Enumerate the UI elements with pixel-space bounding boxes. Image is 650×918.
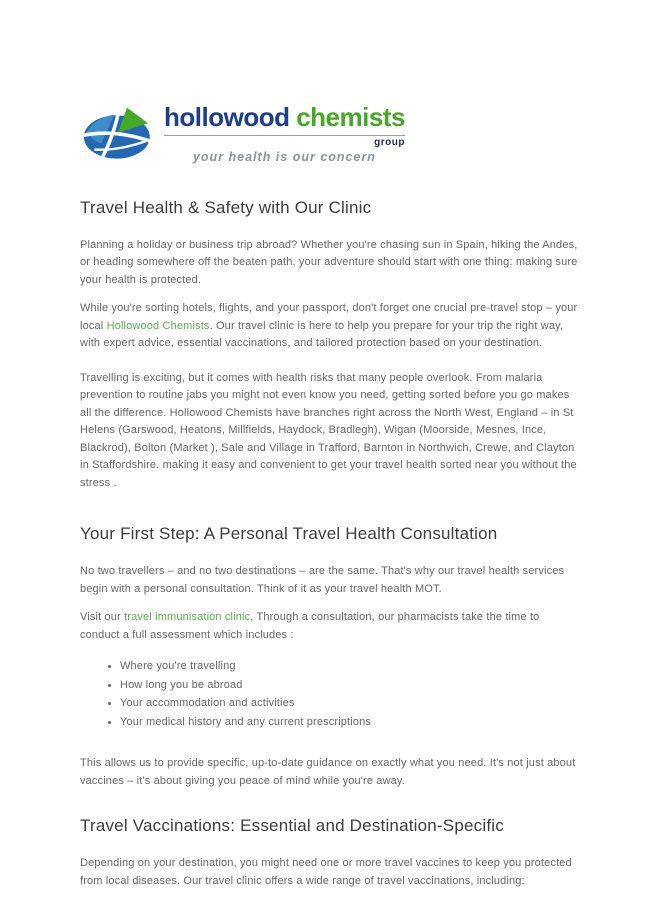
logo-wordmark bbox=[164, 103, 405, 132]
logo-group-label: group bbox=[374, 136, 405, 148]
paragraph-intro: Planning a holiday or business trip abroad? Whether you're chasing sun in Spain, hiking the Andes, or heading somewhere off the beaten path, your adventure should start with one thing: making sure your health is protected. bbox=[80, 238, 578, 286]
list-item: • How long you be abroad bbox=[120, 677, 580, 695]
article-body bbox=[80, 198, 580, 891]
paragraph-visit-clinic-after: , Through a consultation, our pharmacists take the time to conduct a full assessment which includes : bbox=[80, 611, 540, 641]
paragraph-pre-travel-stop bbox=[80, 300, 580, 353]
hollowood-chemists-logo bbox=[82, 103, 572, 164]
paragraph-visit-clinic-before: Visit our bbox=[80, 611, 125, 624]
list-item: • Where you're travelling bbox=[120, 658, 580, 676]
list-item: • Your accommodation and activities bbox=[120, 695, 580, 713]
assessment-bullet-list bbox=[120, 658, 580, 731]
paragraph-depending-destination: Depending on your destination, you might need one or more travel vaccines to keep you protected from local diseases. Our travel clinic offers a wide range of travel vaccinations, including: bbox=[80, 857, 572, 887]
heading-first-step-consultation: Your First Step: A Personal Travel Health Consultation bbox=[80, 524, 498, 544]
logo-text-block bbox=[164, 103, 405, 164]
logo-wordmark-chemists: chemists bbox=[296, 102, 405, 132]
logo-wordmark-hollowood: hollowood bbox=[164, 102, 290, 132]
hollowood-logo-icon bbox=[82, 105, 154, 163]
paragraph-no-two-travellers: No two travellers – and no two destinations – are the same. That's why our travel health services begin with a personal consultation. Think of it as your travel health MOT. bbox=[80, 565, 565, 595]
paragraph-visit-clinic bbox=[80, 609, 580, 644]
paragraph-guidance: This allows us to provide specific, up-to-date guidance on exactly what you need. It's not just about vaccines – it's about giving you peace of mind while you're away. bbox=[80, 757, 576, 787]
paragraph-pre-travel-text-before: While you're sorting hotels, flights, and your passport, don't forget one crucial pre-travel stop – your local bbox=[80, 302, 578, 332]
travel-immunisation-clinic-link[interactable]: travel immunisation clinic bbox=[124, 611, 251, 624]
logo-divider-line bbox=[164, 135, 405, 136]
heading-travel-health-safety: Travel Health & Safety with Our Clinic bbox=[80, 197, 372, 217]
list-item: • Your medical history and any current prescriptions bbox=[120, 714, 580, 732]
paragraph-branches: Travelling is exciting, but it comes with health risks that many people overlook. From malaria prevention to routine jabs you might not even know you need, getting sorted before you go makes all the difference. Hollowood Chemists have branches right across the North West, England – in St Helens (Garswood, Heatons, Millfields, Haydock, Bradlegh), Wigan (Moorside, Mesnes, Ince, Blackrod), Bolton (Market ), Sale and Village in Trafford, Barnton in Northwich, Crewe, and Clayton in Staffordshire. making it easy and convenient to get your travel health sorted near you without the stress . bbox=[80, 371, 577, 489]
heading-travel-vaccinations: Travel Vaccinations: Essential and Destination-Specific bbox=[80, 816, 504, 836]
hollowood-chemists-link[interactable]: Hollowood Chemists bbox=[106, 319, 210, 332]
paragraph-pre-travel-text-after: . Our travel clinic is here to help you prepare for your trip the right way, with expert advice, essential vaccinations, and tailored protection based on your destination. bbox=[80, 319, 564, 350]
logo-tagline: your health is our concern bbox=[192, 149, 376, 164]
